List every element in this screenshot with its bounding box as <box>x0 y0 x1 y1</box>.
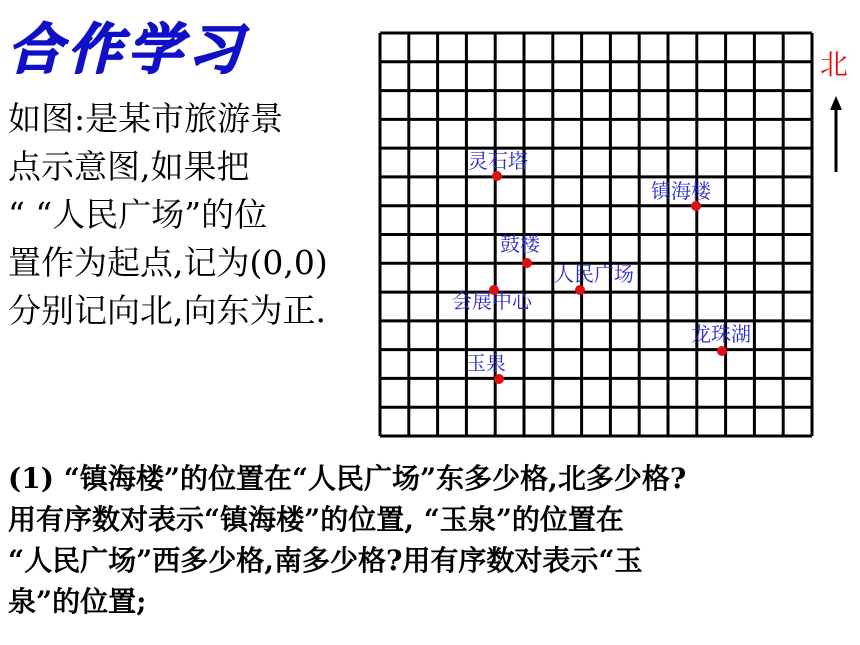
place-label: 鼓楼 <box>500 232 540 256</box>
place-label: 灵石塔 <box>468 149 528 173</box>
place-point <box>522 258 532 268</box>
place-point <box>717 346 727 356</box>
place-label: 龙珠湖 <box>691 322 751 346</box>
intro-line: 如图:是某市旅游景 <box>8 99 284 138</box>
intro-line: 分别记向北,向东为正. <box>8 291 326 330</box>
intro-line: “ “人民广场”的位 <box>8 195 268 234</box>
question-line: “人民广场”西多少格,南多少格?用有序数对表示“玉 <box>8 544 643 577</box>
question-text <box>8 458 853 622</box>
north-label: 北 <box>820 48 849 81</box>
place-label: 会展中心 <box>452 289 532 313</box>
place-label: 人民广场 <box>554 262 634 286</box>
intro-line: 点示意图,如果把 <box>8 147 250 186</box>
question-line: 泉”的位置; <box>8 585 147 618</box>
question-line: 用有序数对表示“镇海楼”的位置, “玉泉”的位置在 <box>8 503 624 536</box>
place-point <box>494 374 504 384</box>
place-label: 玉泉 <box>466 351 506 375</box>
question-line: (1) “镇海楼”的位置在“人民广场”东多少格,北多少格? <box>8 462 687 495</box>
place-point <box>575 285 585 295</box>
intro-line: 置作为起点,记为(0,0) <box>8 243 328 282</box>
grid-lines <box>380 33 812 436</box>
title-text: 合作学习 <box>8 18 248 81</box>
north-arrow-head <box>830 96 842 110</box>
place-label: 镇海楼 <box>651 179 711 203</box>
